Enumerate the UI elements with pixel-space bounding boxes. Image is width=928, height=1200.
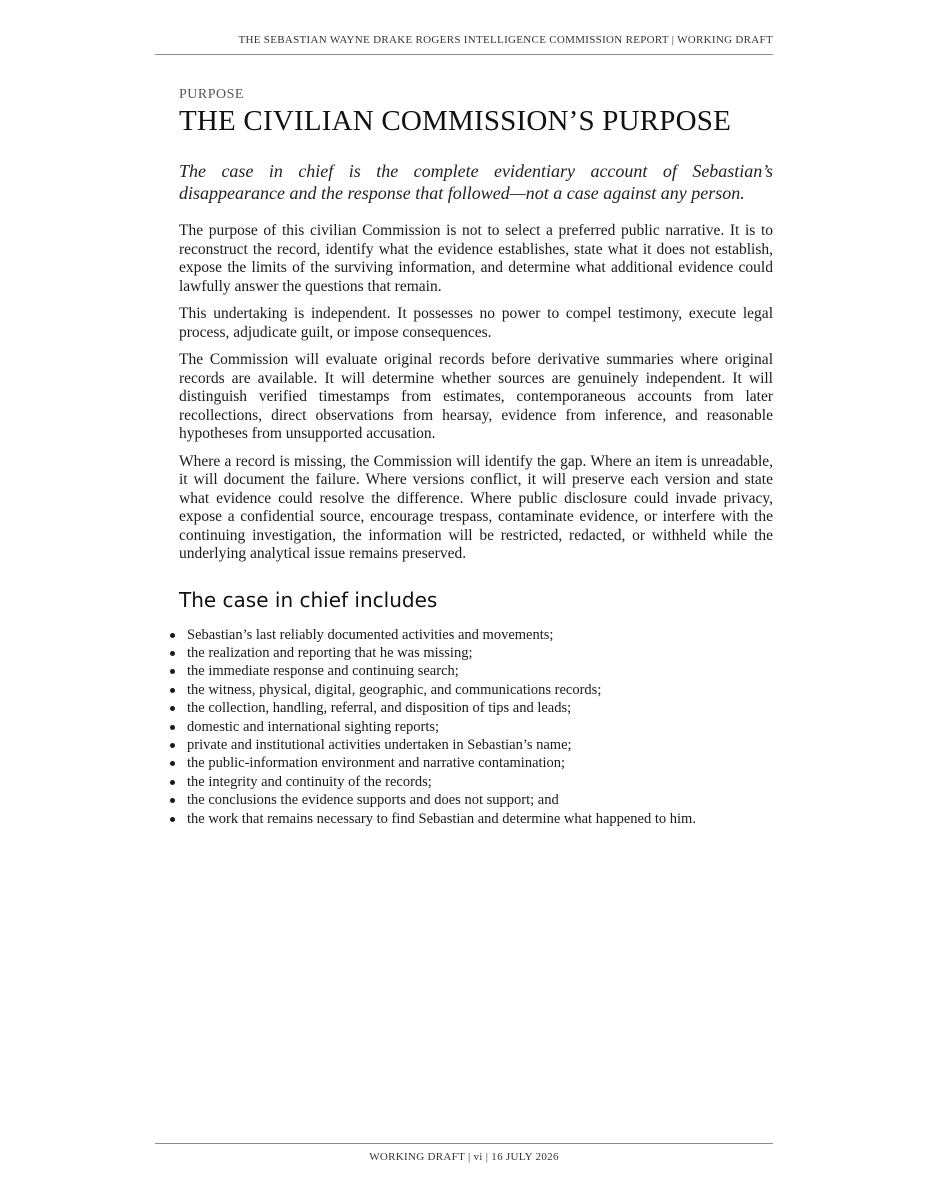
page-title: THE CIVILIAN COMMISSION’S PURPOSE [179,105,732,137]
list-item [179,626,773,644]
list-item [179,754,773,772]
list-item-text: the realization and reporting that he was missing; [187,644,473,661]
list-item [179,681,773,699]
case-in-chief-list [179,626,773,828]
body-text [155,222,773,564]
section-kicker: PURPOSE [179,87,244,102]
list-item-text: the integrity and continuity of the records; [187,773,432,790]
list-item [179,791,773,809]
running-footer: WORKING DRAFT | vi | 16 JULY 2026 [369,1151,559,1163]
list-item [179,810,773,828]
list-item [179,736,773,754]
list-item [179,718,773,736]
bullet-icon [170,725,175,730]
list-item [179,699,773,717]
bullet-icon [170,688,175,693]
footer-divider [155,1143,773,1144]
bullet-icon [170,817,175,822]
list-item [179,644,773,662]
bullet-icon [170,706,175,711]
list-item-text: domestic and international sighting reports; [187,718,440,735]
case-in-chief-heading: The case in chief includes [179,587,438,612]
list-item-text: Sebastian’s last reliably documented activities and movements; [187,626,554,643]
bullet-icon [170,651,175,656]
lede-statement: The case in chief is the complete evidentiary account of Sebastian’s disappearance and the response that followed—not a case against any person. [179,161,773,203]
running-header: THE SEBASTIAN WAYNE DRAKE ROGERS INTELLIGENCE COMMISSION REPORT | WORKING DRAFT [238,34,773,46]
paragraph-3: The Commission will evaluate original records before derivative summaries where original records are available. It will determine whether sources are genuinely independent. It will distinguish verified timestamps from estimates, contemporaneous accounts from later recollections, direct observations from hearsay, evidence from inference, and reasonable hypotheses from unsupported accusation. [179,351,773,442]
bullet-icon [170,743,175,748]
bullet-icon [170,780,175,785]
list-item-text: private and institutional activities undertaken in Sebastian’s name; [187,736,572,753]
bullet-icon [170,798,175,803]
paragraph-4: Where a record is missing, the Commission will identify the gap. Where an item is unreadable, it will document the failure. Where versions conflict, it will preserve each version and state what evidence could resolve the difference. Where public disclosure could invade privacy, expose a confidential source, encourage trespass, contaminate evidence, or interfere with the continuing investigation, the information will be restricted, redacted, or withheld while the underlying analytical issue remains preserved. [179,452,773,562]
list-item [179,662,773,680]
list-item-text: the witness, physical, digital, geographic, and communications records; [187,681,602,698]
list-item-text: the collection, handling, referral, and disposition of tips and leads; [187,700,572,717]
bullet-icon [170,761,175,766]
bullet-icon [170,633,175,638]
paragraph-2: This undertaking is independent. It possesses no power to compel testimony, execute legal process, adjudicate guilt, or impose consequences. [179,305,773,341]
list-item-text: the work that remains necessary to find Sebastian and determine what happened to him. [187,810,696,827]
bullet-icon [170,669,175,674]
list-item [179,773,773,791]
page-content [155,86,773,828]
paragraph-1: The purpose of this civilian Commission is not to select a preferred public narrative. It is to reconstruct the record, identify what the evidence establishes, state what it does not establish, expose the limits of the surviving information, and determine what additional evidence could lawfully answer the questions that remain. [179,222,773,295]
list-item-text: the immediate response and continuing search; [187,663,459,680]
header-divider [155,54,773,55]
list-item-text: the conclusions the evidence supports and does not support; and [187,792,559,809]
list-item-text: the public-information environment and narrative contamination; [187,755,566,772]
